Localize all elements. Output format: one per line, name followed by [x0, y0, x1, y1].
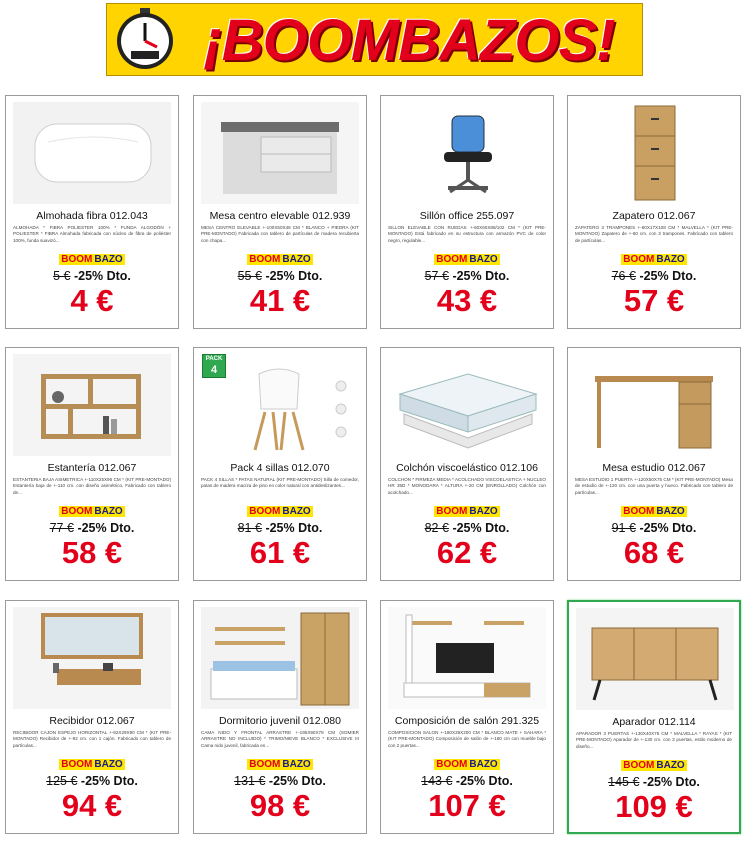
discount: -25% Dto.	[639, 521, 697, 535]
product-description: COMPOSICION SALON +-180X39X200 CM * BLANCO MATE + SAHARA * (KIT PRE-MONTADO) Composición de salón de +-180 cm con mueble bajo con 2 puertas...	[388, 730, 546, 748]
product-card[interactable]	[567, 95, 741, 329]
pack-badge: PACK 4	[202, 354, 226, 378]
old-price: 125 €	[46, 774, 78, 788]
price: 41 €	[249, 283, 311, 318]
product-card[interactable]	[380, 95, 554, 329]
product-name: Estantería 012.067	[47, 462, 137, 474]
product-card[interactable]	[5, 600, 179, 834]
price: 4 €	[70, 283, 114, 318]
product-card[interactable]	[193, 347, 367, 581]
boombazos-banner	[106, 3, 643, 76]
price: 109 €	[615, 789, 693, 824]
old-price: 82 €	[424, 521, 449, 535]
bedroom-icon	[201, 607, 359, 709]
product-card[interactable]	[5, 95, 179, 329]
old-price: 77 €	[49, 521, 74, 535]
discount: -25% Dto.	[639, 269, 697, 283]
product-name: Aparador 012.114	[612, 716, 696, 728]
pillow-icon	[13, 102, 171, 204]
tv-unit-icon	[388, 607, 546, 709]
product-card[interactable]	[5, 347, 179, 581]
price: 94 €	[61, 788, 123, 823]
old-price: 91 €	[611, 521, 636, 535]
product-card[interactable]	[193, 600, 367, 834]
old-price: 145 €	[608, 775, 640, 789]
product-name: Composición de salón 291.325	[394, 715, 540, 727]
product-description: ALMOHADA * FIBRA POLIESTER 100% * FUNDA ALGODÓN + POLIESTER * FIBRA Almohada fabricada con núcleo de fibra de poliéster 100%, funda suavizó...	[13, 225, 171, 243]
boombazo-badge: BOOM BAZO	[249, 759, 311, 770]
product-description: MESA CENTRO ELEVABLE +-100X50X48 CM * BLANCO + PIEDRA (KIT PRE-MONTADO) Fabricada con tablero de partículas de madera recubierta con chapa...	[201, 225, 359, 243]
product-description: APARADOR 3 PUERTAS +-130X40X75 CM * MALVELLA * RAYAS * (KIT PRE-MONTADO) Aparador de +-130 cm. con 3 puertas, estilo moderno de diseño...	[576, 731, 732, 749]
old-price-line	[6, 774, 178, 788]
price: 98 €	[249, 788, 311, 823]
product-card[interactable]	[567, 347, 741, 581]
boombazo-badge: BOOM BAZO	[249, 254, 311, 265]
old-price-line	[568, 269, 740, 283]
product-description: PACK 4 SILLAS * PATAS NATURAL (KIT PRE-MONTADO) Silla de comedor, patas de madera maciza de pino en color natural con antideslizantes...	[201, 477, 359, 489]
old-price: 55 €	[237, 269, 262, 283]
sideboard-icon	[576, 608, 734, 710]
product-name: Dormitorio juvenil 012.080	[219, 715, 341, 727]
product-card[interactable]	[380, 347, 554, 581]
product-card[interactable]	[193, 95, 367, 329]
boombazo-badge: BOOM BAZO	[249, 506, 311, 517]
boombazo-badge: BOOM BAZO	[61, 254, 123, 265]
price: 58 €	[61, 535, 123, 570]
mattress-icon	[388, 354, 546, 456]
discount: -25% Dto.	[268, 774, 326, 788]
product-name: Almohada fibra 012.043	[36, 210, 148, 222]
boombazo-badge: BOOM BAZO	[623, 760, 685, 771]
product-name: Mesa estudio 012.067	[602, 462, 706, 474]
bookshelf-icon	[13, 354, 171, 456]
product-name: Zapatero 012.067	[612, 210, 696, 222]
old-price-line	[194, 774, 366, 788]
discount: -25% Dto.	[642, 775, 700, 789]
banner-title: ¡BOOMBAZOS!	[203, 8, 615, 73]
hallway-unit-icon	[13, 607, 171, 709]
product-description: ZAPATERO 3 TRAMPONES +-60X17X108 CM * MALVELLA * (KIT PRE-MONTADO) Zapatero de +-60 cm. con 3 trampones. Fabricado con tablero de partículas...	[575, 225, 733, 243]
boombazo-badge: BOOM BAZO	[436, 759, 498, 770]
product-description: ESTANTERIA BAJA ASIMETRICA +-110X25X96 CM * (KIT PRE-MONTADO) Estantería baja de +-110 cm. con diseño asimétrico, Fabricado con tablero de...	[13, 477, 171, 495]
boombazo-badge: BOOM BAZO	[623, 506, 685, 517]
boombazo-badge: BOOM BAZO	[436, 506, 498, 517]
product-name: Mesa centro elevable 012.939	[209, 210, 351, 222]
price: 61 €	[249, 535, 311, 570]
old-price: 57 €	[424, 269, 449, 283]
product-name: Colchón viscoelástico 012.106	[396, 462, 538, 474]
product-name: Recibidor 012.067	[49, 715, 135, 727]
boombazo-badge: BOOM BAZO	[61, 759, 123, 770]
price: 107 €	[428, 788, 506, 823]
discount: -25% Dto.	[77, 521, 135, 535]
price: 62 €	[436, 535, 498, 570]
coffee-table-icon	[201, 102, 359, 204]
old-price-line	[6, 269, 178, 283]
product-name: Pack 4 sillas 012.070	[230, 462, 330, 474]
discount: -25% Dto.	[452, 521, 510, 535]
product-description: COLCHON * FIRMEZA MEDIA * ACOLCHADO VISCOELASTICA + NUCLEO HR 35D * MONODARA * ALTURA +-20 CM (ENROLLADO) Colchón con acolchado...	[388, 477, 546, 495]
price: 57 €	[623, 283, 685, 318]
old-price: 131 €	[234, 774, 266, 788]
old-price: 143 €	[421, 774, 453, 788]
old-price-line	[381, 521, 553, 535]
desk-icon	[575, 354, 733, 456]
product-card-highlighted[interactable]	[567, 600, 741, 834]
product-card[interactable]	[380, 600, 554, 834]
stopwatch-icon	[113, 7, 177, 71]
old-price-line	[194, 269, 366, 283]
discount: -25% Dto.	[80, 774, 138, 788]
product-description: RECIBIDOR CAJON ESPEJO HORIZONTAL +-92X29X90 CM * (KIT PRE-MONTADO) Recibidor de +-92 cm. con 1 cajón. Fabricado con tablero de partículas...	[13, 730, 171, 748]
old-price-line	[381, 269, 553, 283]
boombazo-badge: BOOM BAZO	[623, 254, 685, 265]
old-price: 81 €	[237, 521, 262, 535]
product-description: SILLON ELEVABLE CON RUEDAS +-60X60X88/102 CM * (KIT PRE-MONTADO) Está fabricado en su estructura con armazón PVC de color negro, regulable...	[388, 225, 546, 243]
old-price-line	[381, 774, 553, 788]
discount: -25% Dto.	[452, 269, 510, 283]
old-price-line	[6, 521, 178, 535]
shoe-cabinet-icon	[575, 102, 733, 204]
discount: -25% Dto.	[73, 269, 131, 283]
product-name: Sillón office 255.097	[419, 210, 515, 222]
old-price-line	[568, 521, 740, 535]
discount: -25% Dto.	[265, 269, 323, 283]
old-price-line	[194, 521, 366, 535]
discount: -25% Dto.	[265, 521, 323, 535]
old-price-line	[569, 775, 739, 789]
old-price: 76 €	[611, 269, 636, 283]
old-price: 5 €	[53, 269, 71, 283]
product-description: MESA ESTUDIO 1 PUERTA +-120X50X75 CM * (KIT PRE-MONTADO) Mesa de estudio de +-120 cm. con una puerta y hueco. Fabricado con tablero de partículas...	[575, 477, 733, 495]
boombazo-badge: BOOM BAZO	[61, 506, 123, 517]
discount: -25% Dto.	[455, 774, 513, 788]
price: 43 €	[436, 283, 498, 318]
office-chair-icon	[388, 102, 546, 204]
product-description: CAMA NIDO Y FRONTAL ARRASTRE +-195X90X78 CM (SOMIER ARRASTRE NO INCLUIDO) * TRIMO/NIEVE BLANCO * EXCLUSIVE III Cama nido juvenil, fabricada en...	[201, 730, 359, 748]
boombazo-badge: BOOM BAZO	[436, 254, 498, 265]
price: 68 €	[623, 535, 685, 570]
